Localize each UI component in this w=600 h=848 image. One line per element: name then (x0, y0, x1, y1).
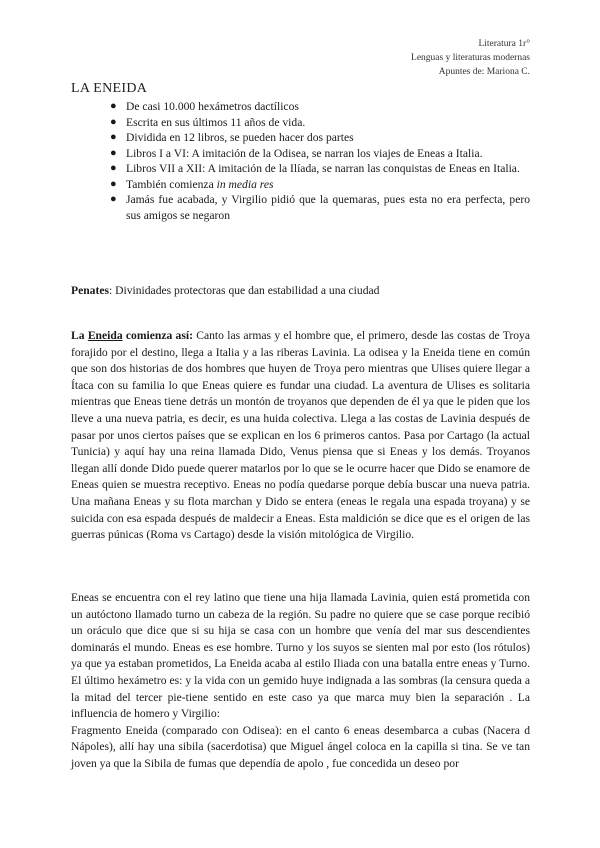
bullet-icon: ● (110, 162, 117, 174)
bullet-icon: ● (110, 193, 117, 205)
paragraph-body: Eneas se encuentra con el rey latino que tiene una hija llamada Lavinia, quien está prometida con un autóctono llamado turno un cabeza de la región. Su padre no quiere que se case porque recibió un oráculo que dice que si su hija se casa con un hombre que venía del mar sus descendientes dominarás el mundo. Eneas es ese hombre. Turno y los suyos se sienten mal por esto (los rótulos) ya que ya estaban prometidos, La Eneida acaba al estilo Iliada con una batalla entre eneas y Turno. El último hexámetro es: y la vida con un gemido huye indignada a las sombras (la censura queda a la mitad del tercer pie-tiene sentido en este caso ya que marca muy bien la separación . La influencia de homero y Virgilio: (71, 591, 530, 721)
paragraph-body-continued: Fragmento Eneida (comparado con Odisea): en el canto 6 eneas desembarca a cubas (Nacera d Nápoles), allí hay una sibila (sacerdotisa) que Miguel ángel coloca en la capilla si tina. Se ve tan joven ya que la Sibila de fumas que dependía de apolo , fue concedida un deseo por (71, 723, 530, 770)
list-item: ● También comienza in media res (110, 177, 274, 191)
header-author: Apuntes de: Mariona C. (438, 67, 530, 77)
bullet-icon: ● (110, 146, 117, 159)
paragraph-eneas-lavinia (71, 590, 530, 773)
list-item: ● Dividida en 12 libros, se pueden hacer dos partes (110, 131, 354, 144)
bullet-icon: ● (110, 177, 117, 190)
emphasis-text: in media res (216, 177, 274, 191)
list-item: ● Libros I a VI: A imitación de la Odisea, se narran los viajes de Eneas a Italia. (110, 146, 483, 160)
list-item: ● De casi 10.000 hexámetros dactílicos (110, 100, 299, 113)
penates-definition (71, 283, 530, 299)
paragraph-eneida-opening: La Eneida comienza así: Canto las armas y el hombre que, el primero, desde las costas de Troya forajido por el destino, llega a Italia y a las riberas Lavinia. La odisea y la Eneida tiene en común que son dos historias de dos hombres que huyen de Troya pero mientras que Ulises quiere llegar a Ítaca con su familia lo que Eneas quiere es fundar una ciudad. La aventura de Ulises es solitaria mientras que Eneas tiene detrás un montón de troyanos que dependen de él ya que le piden que los lleve a una nueva patria, es decir, es una huida colectiva. Llega a las costas de Lavinia después de pasar por unos ciertos países que se explican en los 6 primeros cantos. Pasa por Cartago (la actual Tunicia) y aquí hay una reina llamada Dido, Venus piensa que si Eneas y los demás. Troyanos llegan allí donde Dido puede querer matarlos por lo que se le ocurre hacer que Dido se enamore de Eneas quien se muestra receptivo. Eneas no podía quedarse porque debía buscar una nueva patria. Una mañana Eneas y su flota marchan y Dido se entera (eneas le regala una espada troyana) y se suicida con esa espada después de maldecir a Eneas. Esta maldición se dice que es el origen de las guerras púnicas (Roma vs Cartago) desde la visión mitológica de Virgilio. (71, 329, 531, 542)
summary-list (70, 99, 530, 223)
bullet-icon: ● (110, 115, 117, 128)
list-item: ● Libros VII a XII: A imitación de la Ilíada, se narran las conquistas de Eneas en Italia. (110, 162, 520, 175)
penates-term: Penates (71, 284, 109, 297)
page-header (411, 37, 530, 79)
penates-text: : Divinidades protectoras que dan estabilidad a una ciudad (109, 284, 380, 297)
eneida-title-link: Eneida (87, 329, 123, 342)
header-course: Literatura 1r° (478, 39, 530, 49)
bullet-icon: ● (110, 131, 117, 143)
document-title: LA ENEIDA (71, 81, 148, 96)
list-item: ● Escrita en sus últimos 11 años de vida. (110, 115, 306, 129)
list-item: ● Jamás fue acabada, y Virgilio pidió que la quemaras, pues esta no era perfecta, pero sus amigos se negaron (110, 193, 530, 222)
paragraph-body: Canto las armas y el hombre que, el primero, desde las costas de Troya forajido por el destino, llega a Italia y a las riberas Lavinia. La odisea y la Eneida tiene en común que son dos historias de dos hombres que huyen de Troya pero mientras que Ulises quiere llegar a Ítaca con su familia lo que Eneas quiere es fundar una ciudad. La aventura de Ulises es solitaria mientras que Eneas tiene detrás un montón de troyanos que dependen de él ya que le piden que los lleve a una nueva patria, es decir, es una huida colectiva. Llega a las costas de Lavinia después de pasar por unos ciertos países que se explican en los 6 primeros cantos. Pasa por Cartago (la actual Tunicia) y aquí hay una reina llamada Dido, Venus piensa que si Eneas y los demás. Troyanos llegan allí donde Dido puede querer matarlos por lo que se le ocurre hacer que Dido se enamore de Eneas quien se muestra receptivo. Eneas no podía quedarse porque debía buscar una nueva patria. Una mañana Eneas y su flota marchan y Dido se entera (eneas le regala una espada troyana) y se suicida con esa espada después de maldecir a Eneas. Esta maldición se dice que es el origen de las guerras púnicas (Roma vs Cartago) desde la visión mitológica de Virgilio. (71, 329, 531, 542)
header-program: Lenguas y literaturas modernas (411, 53, 530, 63)
bullet-icon: ● (110, 100, 117, 112)
